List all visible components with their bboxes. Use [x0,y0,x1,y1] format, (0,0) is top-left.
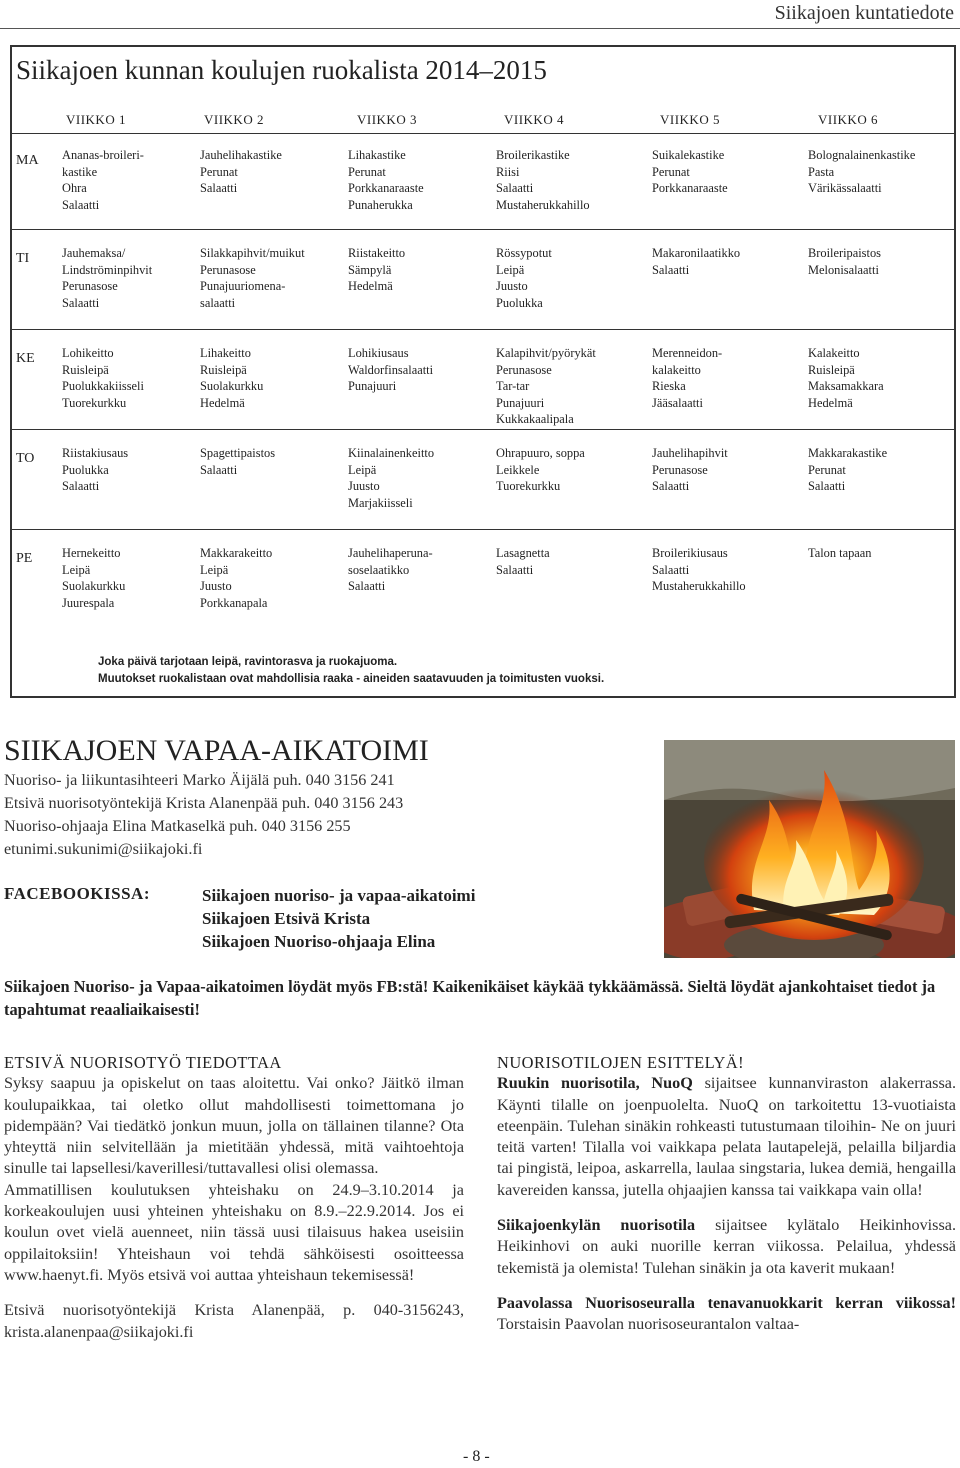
menu-cell [496,345,596,428]
nuorisotila-text: sijaitsee kunnanviraston alakerrassa. Käynti tilalle on joenpuolelta. NuoQ on tarkoitettu 13-vuotiaista eteenpäin. Tulehan sinäkin rohkeasti tutustumaan tiloihin- Ne on juuri teitä varten! Tilalla voi vaikkapa pelata lautapelejä, pelailla biljardia tai pingistä, leipoa, askarrella, laulaa singstaria, lukea demiä, hengailla kavereiden kanssa, jutella ohjaajien kanssa tai vaikkapa vain olla! [497,1074,956,1199]
etsiva-contact: Etsivä nuorisotyöntekijä Krista Alanenpää, p. 040-3156243, krista.alanenpaa@siikajoki.fi [4,1301,464,1341]
menu-item: Perunasose [200,262,256,277]
menu-note: Muutokset ruokalistaan ovat mahdollisia raaka - aineiden saatavuuden ja toimitusten vuoksi. [98,673,605,685]
menu-cell [652,147,728,197]
day-label: KE [16,351,35,366]
menu-item: Perunat [652,164,690,179]
school-menu-table [10,45,956,698]
menu-cell [496,445,585,495]
menu-item: Perunat [200,164,238,179]
nuorisotila-text: Torstaisin Paavolan nuorisoseurantalon valtaa- [497,1315,800,1334]
menu-item: Perunasose [496,362,552,377]
menu-item: Punajuuri [348,379,397,394]
menu-item: Talon tapaan [808,546,872,560]
menu-item: Puolukka [62,462,109,477]
menu-item: Ruisleipä [200,362,247,377]
menu-item: Punajuuriomena- [200,279,286,294]
menu-item: Salaatti [200,462,238,477]
menu-cell [200,445,275,478]
facebook-label: FACEBOOKISSA: [4,884,150,903]
menu-item: Lohikeitto [62,346,114,360]
nuorisotila-text: sijaitsee kylätalo Heikinhovissa. Heikinhovi on auki nuorille kerran viikossa. Pelailua, yhdessä tekemistä ja olemista! Tulehan sinäkin ja ota kaverit mukaan! [497,1216,956,1277]
header-divider [0,28,960,29]
menu-item: Porkkanaraaste [652,181,728,196]
menu-item: Kalakeitto [808,346,860,360]
menu-item: Lihakeitto [200,346,251,360]
menu-item: Makaronilaatikko [652,246,741,260]
menu-item: Salaatti [808,479,846,494]
menu-item: Lindströminpihvit [62,262,153,277]
menu-item: Rössypotut [496,246,552,260]
nuorisotilat-column [497,1052,956,1336]
menu-cell [62,545,125,611]
header-title: Siikajoen kuntatiedote [774,2,954,24]
campfire-photo [664,740,955,958]
table-divider [12,429,954,430]
menu-item: Tuorekurkku [62,395,127,410]
menu-item: Leipä [62,562,91,577]
menu-item: Salaatti [652,262,690,277]
facebook-page: Siikajoen nuoriso- ja vapaa-aikatoimi [202,886,476,905]
facebook-pages [202,884,475,953]
menu-item: Puolukka [496,295,543,310]
menu-item: Ohra [62,181,87,196]
menu-cell [62,147,144,213]
menu-item: salaatti [200,295,236,310]
menu-item: Salaatti [200,181,238,196]
menu-item: Salaatti [652,479,690,494]
menu-item: Melonisalaatti [808,262,879,277]
menu-item: Spagettipaistos [200,446,276,460]
menu-item: Lohikiusaus [348,346,409,360]
day-label: TO [16,451,35,466]
menu-cell [62,245,152,311]
menu-item: Kukkakaalipala [496,412,574,427]
menu-item: Hedelmä [808,395,853,410]
menu-item: Hernekeitto [62,546,121,560]
week-header-3: VIIKKO 3 [357,112,417,127]
menu-item: Leipä [348,462,377,477]
nuorisotila-paragraph [497,1073,956,1201]
menu-item: Puolukkakiisseli [62,379,144,394]
menu-cell [652,245,740,278]
table-divider [12,133,954,134]
menu-item: Perunasose [62,279,118,294]
menu-item: Broilerikiusaus [652,546,728,560]
menu-item: Porkkanapala [200,595,268,610]
menu-item: Salaatti [496,181,534,196]
menu-item: Lasagnetta [496,546,550,560]
menu-item: Maksamakkara [808,379,884,394]
menu-item: Riisi [496,164,520,179]
menu-cell [200,545,272,611]
menu-cell [808,445,887,495]
etsiva-paragraph: Syksy saapuu ja opiskelut on taas aloitettu. Vai onko? Jäitkö ilman koulupaikkaa, tai oletko ollut mahdollisesti toimettomana jo pidempään? Vai tiedätkö jonkun muun, jolla on tällainen tilanne? Ota yhteyttä niin selvitellään ja mietitään yhdessä, mitä vaihtoehtoja sinulle tai lapsellesi/kaverillesi/tuttavallesi olisi olemassa. [4,1074,464,1178]
menu-item: Värikässalaatti [808,181,882,196]
menu-item: Salaatti [62,197,100,212]
menu-cell [200,345,263,411]
menu-item: Rieska [652,379,686,394]
day-label: TI [16,251,30,266]
menu-item: soselaatikko [348,562,410,577]
menu-item: Hedelmä [200,395,245,410]
menu-item: Punaherukka [348,197,413,212]
menu-item: Broileripaistos [808,246,881,260]
menu-cell [808,245,881,278]
menu-item: Broilerikastike [496,148,570,162]
menu-item: Perunasose [652,462,708,477]
menu-item: Salaatti [348,579,386,594]
menu-cell [652,345,722,411]
menu-item: Pasta [808,164,835,179]
menu-item: Kiinalainenkeitto [348,446,435,460]
menu-cell [808,345,884,411]
menu-item: Merenneidon- [652,346,723,360]
contact-line: Etsivä nuorisotyöntekijä Krista Alanenpää puh. 040 3156 243 [4,794,404,812]
menu-item: Tar-tar [496,379,530,394]
menu-cell [652,545,746,595]
week-header-6: VIIKKO 6 [818,112,878,127]
menu-item: Jauhemaksa/ [62,246,126,260]
contact-line: Nuoriso- ja liikuntasihteeri Marko Äijälä puh. 040 3156 241 [4,771,395,789]
menu-title: Siikajoen kunnan koulujen ruokalista 2014–2015 [16,55,547,85]
menu-item: Leipä [200,562,229,577]
menu-cell [62,345,144,411]
menu-item: Makkarakastike [808,446,888,460]
menu-item: Leikkele [496,462,540,477]
menu-cell [496,147,590,213]
menu-item: Salaatti [62,295,100,310]
menu-cell [496,245,552,311]
menu-item: Hedelmä [348,279,393,294]
menu-note: Joka päivä tarjotaan leipä, ravintorasva ja ruokajuoma. [98,656,398,668]
table-divider [12,529,954,530]
contact-line: Nuoriso-ohjaaja Elina Matkaselkä puh. 040 3156 255 [4,817,351,835]
menu-item: Salaatti [652,562,690,577]
menu-item: Ruisleipä [808,362,855,377]
menu-item: Juusto [200,579,232,594]
page-number: - 8 - [463,1448,490,1465]
menu-item: Perunat [348,164,386,179]
nuorisotila-name: Paavolassa Nuorisoseuralla tenavanuokkarit kerran viikossa! [497,1293,956,1312]
vapaa-aikatoimi-title: SIIKAJOEN VAPAA-AIKATOIMI [4,734,429,767]
nuorisotila-name: Ruukin nuorisotila, NuoQ [497,1074,693,1093]
menu-item: Ohrapuuro, soppa [496,446,585,460]
menu-cell [348,345,433,395]
nuorisotila-name: Siikajoenkylän nuorisotila [497,1216,696,1235]
menu-item: kastike [62,164,98,179]
menu-item: Jauhelihakastike [200,148,282,162]
menu-item: Perunat [808,462,846,477]
week-header-2: VIIKKO 2 [204,112,264,127]
day-label: PE [16,551,33,566]
menu-item: Marjakiisseli [348,495,413,510]
week-header-5: VIIKKO 5 [660,112,720,127]
menu-item: Kalapihvit/pyörykät [496,346,596,360]
menu-item: Juusto [496,279,528,294]
menu-item: Juurespala [62,595,115,610]
week-header-1: VIIKKO 1 [66,112,126,127]
week-header-4: VIIKKO 4 [504,112,564,127]
menu-item: Riistakiusaus [62,446,129,460]
menu-item: Sämpylä [348,262,392,277]
menu-item: Leipä [496,262,525,277]
menu-item: Lihakastike [348,148,406,162]
etsiva-paragraph: Ammatillisen koulutuksen yhteishaku on 24.9–3.10.2014 ja korkeakoulujen uusi yhteinen yhteishaku on 8.9.–22.9.2014. Jos ei koulun ovet vielä auenneet, niin tässä uusi tilaisuus hakea useisiin oppilaitoksiin! Yhteishaun voi tehdä sähköisesti osoitteessa www.haenyt.fi. Myös etsivä voi auttaa yhteishaun tekemisessä! [4,1180,464,1284]
menu-cell [652,445,728,495]
menu-item: Mustaherukkahillo [496,197,590,212]
menu-item: Punajuuri [496,395,545,410]
menu-cell [808,147,915,197]
menu-item: Jauhelihapihvit [652,446,728,460]
menu-cell [808,545,871,562]
menu-cell [200,147,282,197]
menu-cell [62,445,128,495]
menu-item: Porkkanaraaste [348,181,424,196]
menu-item: Makkarakeitto [200,546,273,560]
email-pattern: etunimi.sukunimi@siikajoki.fi [4,840,203,858]
etsiva-column [4,1052,464,1343]
menu-cell [496,545,550,578]
menu-item: Tuorekurkku [496,479,561,494]
menu-cell [348,147,424,213]
menu-cell [348,545,433,595]
menu-cell [348,445,434,511]
nuorisotila-paragraph [497,1215,956,1279]
contact-list [4,769,403,861]
facebook-page: Siikajoen Etsivä Krista [202,909,371,928]
menu-item: Jääsalaatti [652,395,703,410]
menu-item: Mustaherukkahillo [652,579,746,594]
facebook-page: Siikajoen Nuoriso-ohjaaja Elina [202,932,436,951]
nuorisotilat-heading: NUORISOTILOJEN ESITTELYÄ! [497,1053,745,1072]
menu-item: Riistakeitto [348,246,406,260]
menu-item: Bolognalainenkastike [808,148,916,162]
facebook-paragraph: Siikajoen Nuoriso- ja Vapaa-aikatoimen löydät myös FB:stä! Kaikenikäiset käykää tykkäämässä. Sieltä löydät ajankohtaiset tiedot ja tapahtumat reaaliaikaisesti! [4,977,936,1019]
menu-item: Ananas-broileri- [62,148,144,162]
menu-item: Juusto [348,479,380,494]
menu-item: Jauhelihaperuna- [348,546,433,560]
menu-item: Waldorfinsalaatti [348,362,434,377]
nuorisotila-paragraph [497,1293,956,1336]
menu-item: Suikalekastike [652,148,725,162]
menu-item: Suolakurkku [200,379,264,394]
table-divider [12,229,954,230]
menu-item: Ruisleipä [62,362,109,377]
menu-item: Silakkapihvit/muikut [200,246,305,260]
menu-item: kalakeitto [652,362,701,377]
menu-item: Salaatti [496,562,534,577]
menu-cell [200,245,305,311]
menu-item: Salaatti [62,479,100,494]
menu-notes [98,654,604,688]
table-divider [12,329,954,330]
day-label: MA [16,153,39,168]
menu-item: Suolakurkku [62,579,126,594]
etsiva-heading: ETSIVÄ NUORISOTYÖ TIEDOTTAA [4,1053,282,1072]
menu-cell [348,245,405,295]
